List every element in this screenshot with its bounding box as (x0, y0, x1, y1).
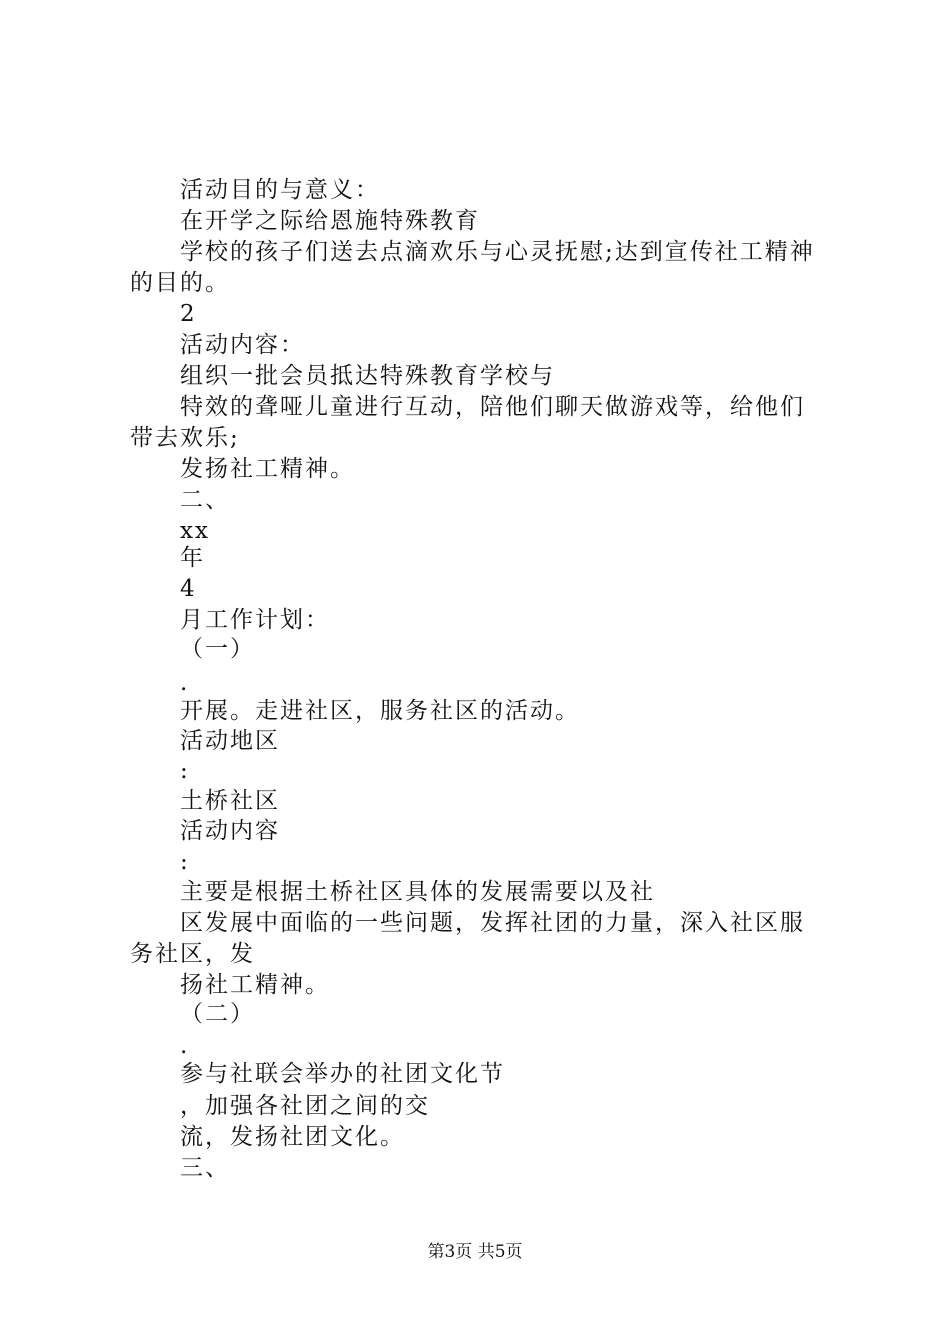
text-line: 活动内容： (180, 332, 305, 358)
text-line: 务社区，发 (130, 941, 255, 967)
text-line: 参与社联会举办的社团文化节 (180, 1061, 505, 1087)
text-line: 二、 (180, 487, 230, 513)
text-line: 2 (180, 301, 197, 327)
text-line: 的目的。 (130, 270, 230, 296)
text-line: : (180, 849, 190, 875)
text-line: . (180, 1033, 190, 1059)
text-line: 活动地区 (180, 728, 280, 754)
text-line: 在开学之际给恩施特殊教育 (180, 208, 480, 234)
text-line: 开展。走进社区，服务社区的活动。 (180, 698, 580, 724)
text-line: 流，发扬社团文化。 (180, 1124, 405, 1150)
text-line: xx (180, 518, 210, 544)
text-line: （一） (180, 636, 255, 662)
text-line: 活动目的与意义： (180, 177, 380, 203)
text-line: ，加强各社团之间的交 (180, 1093, 430, 1119)
text-line: 月工作计划： (180, 607, 330, 633)
text-line: 组织一批会员抵达特殊教育学校与 (180, 363, 555, 389)
text-line: 三、 (180, 1155, 230, 1181)
text-line: 主要是根据土桥社区具体的发展需要以及社 (180, 879, 655, 905)
text-line: 区发展中面临的一些问题，发挥社团的力量，深入社区服 (180, 910, 805, 936)
text-line: 4 (180, 576, 197, 602)
page-number-footer: 第3页 共5页 (427, 1242, 523, 1262)
text-line: 学校的孩子们送去点滴欢乐与心灵抚慰;达到宣传社工精神 (180, 239, 815, 265)
text-line: 活动内容 (180, 818, 280, 844)
text-line: 特效的聋哑儿童进行互动，陪他们聊天做游戏等，给他们 (180, 394, 805, 420)
text-line: 扬社工精神。 (180, 972, 330, 998)
text-line: 带去欢乐; (130, 425, 240, 451)
text-line: 年 (180, 545, 205, 571)
text-line: : (180, 758, 190, 784)
text-line: . (180, 670, 190, 696)
text-line: （二） (180, 1001, 255, 1027)
text-line: 发扬社工精神。 (180, 456, 355, 482)
text-line: 土桥社区 (180, 788, 280, 814)
